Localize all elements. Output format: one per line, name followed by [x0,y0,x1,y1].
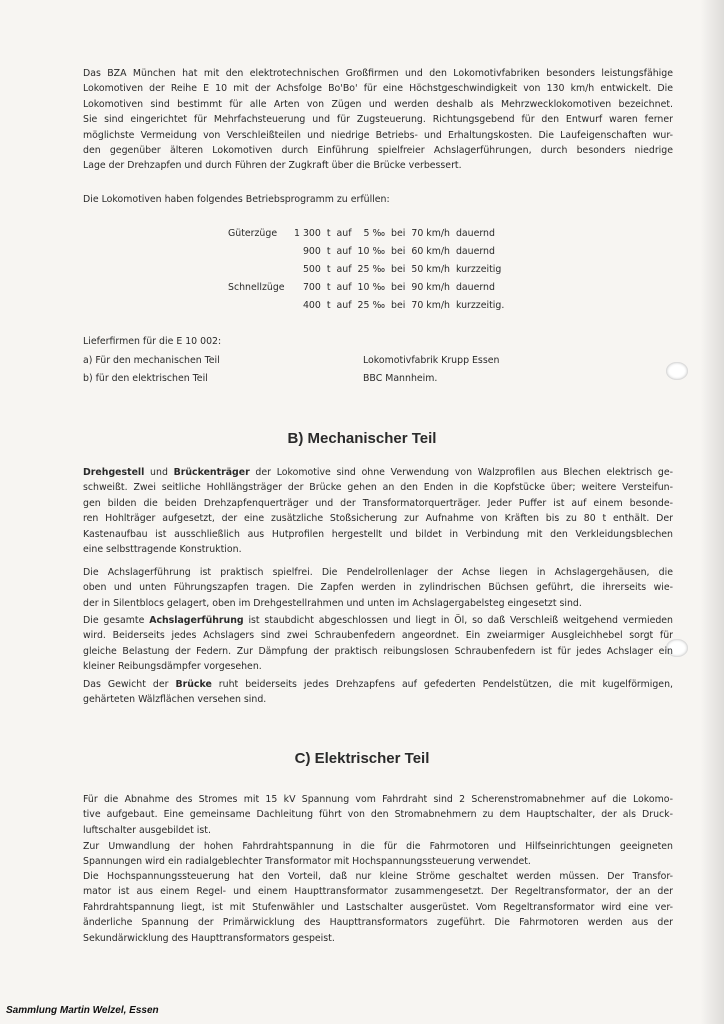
text-line: Spannungen wird ein radialgeblechter Transformator mit Hochspannungssteuerung verwendet. [83,856,531,868]
text-line: Zur Umwandlung der hohen Fahrdrahtspannung in die für die Fahrmotoren und Hilfseinrichtungen geeigneten [83,841,673,852]
program-mode: dauernd [455,282,495,293]
program-auf: auf [336,264,352,275]
collection-credit: Sammlung Martin Welzel, Essen [6,1005,159,1016]
electrical-paragraph-2 [83,839,673,870]
text-line: Lage der Drehzapfen und durch Führen der Zugkraft über die Brücke verbessert. [83,160,462,172]
program-grade: 10 ‰ [357,246,386,257]
section-heading-mechanical: B) Mechanischer Teil [287,430,437,447]
text-line: oben und unten Führungszapfen tragen. Die Zapfen werden in zylindrischen Büchsen geführt, die ihrerseits wie- [83,582,673,594]
supplier-part: a) Für den mechanischen Teil [83,355,220,366]
text-fragment: Das Gewicht der [83,679,176,690]
text-line: wird. Beiderseits jedes Achslagers sind zwei Schraubenfedern angeordnet. Ein zweiarmiger Ausgleichhebel sorgt für [83,630,673,642]
bold-term: Brücke [175,679,212,690]
text-line: Fahrdrahtspannung liegt, ist mit Stufenwähler und Lastschalter ausgerüstet. Vom Regeltransformator wird eine ver- [83,901,673,913]
bold-term: Brückenträger [173,467,250,478]
mechanical-paragraph-2 [83,565,673,611]
program-weight: 900 [302,246,321,257]
program-intro: Die Lokomotiven haben folgendes Betriebsprogramm zu erfüllen: [83,194,390,205]
program-grade: 10 ‰ [357,282,386,293]
supplier-part: b) für den elektrischen Teil [83,373,208,384]
electrical-paragraph-1 [83,792,673,838]
text-fragment: Die gesamte [83,615,150,626]
text-line: ren Hohlträger aufgesetzt, der eine zusätzliche Stoßsicherung zur Aufnahme von Kräften bis zu 80 t enthält. Der [83,513,673,525]
supplier-company: Lokomotivfabrik Krupp Essen [363,355,500,366]
program-category [228,261,291,279]
text-line: tive aufgebaut. Eine gemeinsame Dachleitung führt von den Stromabnehmern zu dem Hauptschalter, der als Druck- [83,809,673,821]
program-auf: auf [336,246,352,257]
mechanical-paragraph-3 [83,613,673,675]
program-auf: auf [336,228,352,239]
text-fragment: ist staubdicht abgeschlossen und liegt in Öl, so daß Verschleiß weitgehend vermieden [243,615,673,626]
text-fragment: und [144,467,174,478]
text-line: Die Achslagerführung ist praktisch spielfrei. Die Pendelrollenlager der Achse liegen in Achslagergehäusen, die [83,567,673,578]
program-speed: 70 km/h [411,300,450,311]
electrical-paragraph-3 [83,869,673,946]
page-edge-shadow [700,0,724,1024]
program-grade: 25 ‰ [357,264,386,275]
text-line: Die Hochspannungssteuerung hat den Vorteil, daß nur kleine Ströme geschaltet werden müssen. Der Transfor- [83,871,673,882]
text-line: luftschalter ausgebildet ist. [83,824,211,836]
table-row [228,261,507,279]
program-speed: 60 km/h [411,246,450,257]
program-unit: t [326,264,331,275]
supplier-company: BBC Mannheim. [363,373,438,384]
program-unit: t [326,228,331,239]
text-line [83,465,673,480]
bold-term: Achslagerführung [149,615,244,626]
mechanical-paragraph-1 [83,465,673,557]
program-category [228,297,291,315]
program-category: Schnellzüge [228,282,285,293]
text-line: Lokomotiven der Reihe E 10 mit der Achsfolge Bo'Bo' für eine Höchstgeschwindigkeit von 130 km/h entwickelt. Die [83,83,673,95]
table-row [228,243,507,261]
text-line: eine selbsttragende Konstruktion. [83,544,242,556]
text-fragment: der Lokomotive sind ohne Verwendung von Walzprofilen aus Blechen elektrisch ge- [249,467,673,478]
program-bei: bei [391,228,406,239]
mechanical-paragraph-4 [83,677,673,708]
program-unit: t [326,246,331,257]
program-auf: auf [336,300,352,311]
intro-paragraph [83,66,673,174]
text-line: Sekundärwicklung des Haupttransformators gespeist. [83,932,335,944]
text-line: gen bilden die beiden Drehzapfenquerträger und der Transformatorquerträger. Jeder Puffer ist auf einem besonde- [83,497,673,509]
program-grade: 5 ‰ [363,228,386,239]
section-heading-electrical: C) Elektrischer Teil [294,750,430,767]
text-line: Kastenaufbau ist ausschließlich aus Hutprofilen hergestellt und bildet in Verbindung mit den Verkleidungsblechen [83,528,673,540]
text-line: änderliche Spannung der Primärwicklung des Haupttransformators zugeführt. Die Fahrmotoren werden aus der [83,917,673,929]
program-grade: 25 ‰ [357,300,386,311]
program-mode: kurzzeitig [455,264,502,275]
text-line: mator ist aus einem Regel- und einem Haupttransformator zusammengesetzt. Der Regeltransformator, der an der [83,886,673,898]
text-line: kleiner Reibungsdämpfer vorgesehen. [83,661,262,673]
punch-hole-top [666,362,688,380]
text-line: möglichste Vermeidung von Verschleißteilen und niedrige Betriebs- und Erhaltungskosten. Die Laufeigenschaften wur- [83,129,673,141]
text-line: Lokomotiven sind bestimmt für alle Arten von Zügen und werden deshalb als Mehrzwecklokomotiven bezeichnet. [83,98,673,110]
table-row [228,225,507,243]
program-weight: 700 [302,282,321,293]
program-mode: dauernd [455,246,495,257]
text-fragment: ruht beiderseits jedes Drehzapfens auf gefederten Pendelstützen, die mit kugelförmigen, [211,679,673,690]
program-weight: 400 [302,300,321,311]
suppliers-title: Lieferfirmen für die E 10 002: [83,336,222,347]
text-line: gleiche Belastung der Federn. Zur Dämpfung der praktisch reibungslosen Schraubenfedern ist für jedes Achslager ein [83,645,673,657]
text-line [83,613,673,628]
program-speed: 90 km/h [411,282,450,293]
program-speed: 50 km/h [411,264,450,275]
program-bei: bei [391,264,406,275]
program-weight: 500 [302,264,321,275]
program-mode: dauernd [455,228,495,239]
program-mode: kurzzeitig. [455,300,505,311]
operating-program-table [228,225,507,315]
text-line: Für die Abnahme des Stromes mit 15 kV Spannung vom Fahrdraht sind 2 Scherenstromabnehmer auf die Lokomo- [83,794,673,805]
text-line: der in Silentblocs gelagert, oben im Drehgestellrahmen und unten im Achslagergabelsteg eingesetzt sind. [83,597,582,609]
program-category [228,243,291,261]
table-row [228,279,507,297]
text-line: gehärteten Wälzflächen versehen sind. [83,694,267,706]
program-bei: bei [391,246,406,257]
text-line: Sie sind eingerichtet für Mehrfachsteuerung und für Zugsteuerung. Richtungsgebend für den Entwurf waren ferner [83,114,673,126]
program-unit: t [326,282,331,293]
table-row [228,297,507,315]
program-speed: 70 km/h [411,228,450,239]
text-line: Das BZA München hat mit den elektrotechnischen Großfirmen und den Lokomotivfabriken besonders leistungsfähige [83,68,673,79]
text-line: den gegenüber älteren Lokomotiven durch Einführung spielfreier Achslagerführungen, durch besonders niedrige [83,145,673,157]
program-category: Güterzüge [228,228,278,239]
program-bei: bei [391,300,406,311]
program-auf: auf [336,282,352,293]
program-unit: t [326,300,331,311]
program-bei: bei [391,282,406,293]
bold-term: Drehgestell [83,467,145,478]
text-line [83,677,673,692]
text-line: schweißt. Zwei seitliche Hohllängsträger der Brücke gehen an den Enden in die Kopfstücke über; weitere Versteifun- [83,482,673,494]
program-weight: 1 300 [294,228,321,239]
